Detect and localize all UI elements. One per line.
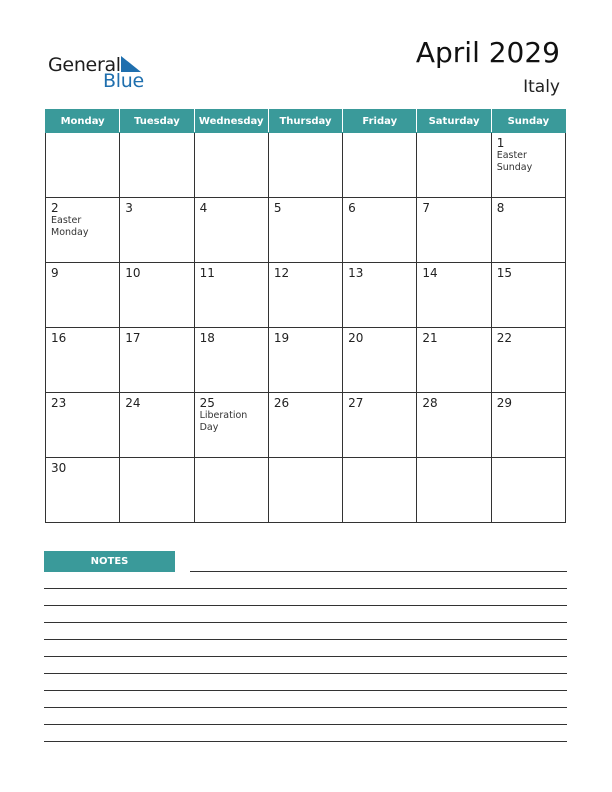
day-cell	[343, 393, 417, 458]
day-number	[343, 458, 416, 475]
note-line	[44, 605, 567, 606]
day-number: 25	[199, 396, 215, 410]
day-number: 15	[496, 266, 512, 280]
day-cell	[343, 263, 417, 328]
weekday-thursday: Thursday	[268, 110, 342, 133]
day-cell	[491, 198, 565, 263]
week-row	[46, 328, 566, 393]
day-number	[195, 458, 268, 475]
week-row	[46, 198, 566, 263]
day-cell	[120, 458, 194, 523]
day-number	[343, 133, 416, 150]
day-number: 7	[422, 201, 431, 215]
weekday-sunday: Sunday	[491, 110, 565, 133]
day-cell	[46, 263, 120, 328]
day-cell	[268, 198, 342, 263]
weekday-monday: Monday	[46, 110, 120, 133]
note-line	[44, 741, 567, 742]
day-number: 13	[348, 266, 364, 280]
day-cell	[491, 458, 565, 523]
day-cell	[268, 328, 342, 393]
brand-logo	[48, 52, 158, 92]
holiday-label: Liberation	[199, 410, 248, 421]
day-number: 12	[273, 266, 290, 280]
day-cell	[417, 198, 491, 263]
day-number: 9	[51, 266, 59, 280]
country-label: Italy	[523, 77, 560, 97]
note-line	[44, 724, 567, 725]
holiday-label: Easter	[496, 150, 527, 161]
day-number: 17	[125, 331, 141, 345]
note-line	[44, 656, 567, 657]
weekday-saturday: Saturday	[417, 110, 491, 133]
day-number: 22	[496, 331, 512, 345]
holiday-label: Day	[199, 422, 219, 433]
day-number: 3	[125, 201, 133, 215]
day-cell	[417, 393, 491, 458]
day-cell	[491, 393, 565, 458]
day-cell	[194, 458, 268, 523]
page-title: April 2029	[415, 36, 560, 69]
day-number	[492, 458, 565, 475]
weekday-wednesday: Wednesday	[194, 110, 268, 133]
day-number: 1	[496, 136, 505, 150]
logo-text-general: General	[48, 54, 121, 76]
day-number: 8	[496, 201, 505, 215]
day-cell	[343, 133, 417, 198]
day-cell	[417, 263, 491, 328]
day-number: 23	[51, 396, 67, 410]
day-number: 21	[422, 331, 438, 345]
day-cell	[46, 458, 120, 523]
holiday-label: Monday	[51, 227, 89, 238]
day-cell	[491, 133, 565, 198]
day-cell	[194, 393, 268, 458]
weekday-friday: Friday	[343, 110, 417, 133]
day-number: 19	[273, 331, 290, 345]
day-cell	[194, 198, 268, 263]
day-number: 11	[199, 266, 215, 280]
day-cell	[46, 133, 120, 198]
day-cell	[343, 458, 417, 523]
day-cell	[120, 198, 194, 263]
day-cell	[46, 198, 120, 263]
day-cell	[268, 133, 342, 198]
day-number: 30	[51, 461, 67, 475]
weekday-tuesday: Tuesday	[120, 110, 194, 133]
weekday-header-row	[46, 110, 566, 133]
day-cell	[343, 328, 417, 393]
day-number: 4	[199, 201, 208, 215]
day-number	[269, 458, 342, 475]
day-number	[269, 133, 342, 150]
day-number	[195, 133, 268, 150]
day-cell	[268, 393, 342, 458]
day-cell	[268, 263, 342, 328]
day-cell	[268, 458, 342, 523]
week-row	[46, 458, 566, 523]
week-row	[46, 393, 566, 458]
day-number: 10	[125, 266, 141, 280]
day-cell	[417, 458, 491, 523]
day-number: 27	[348, 396, 364, 410]
week-row	[46, 133, 566, 198]
day-number	[120, 458, 193, 475]
note-line	[44, 707, 567, 708]
note-line	[44, 622, 567, 623]
day-number	[417, 458, 490, 475]
day-cell	[491, 263, 565, 328]
day-number	[46, 133, 119, 150]
day-cell	[120, 393, 194, 458]
day-number	[120, 133, 193, 150]
day-cell	[343, 198, 417, 263]
day-number: 29	[496, 396, 512, 410]
day-number: 2	[51, 201, 59, 215]
day-number: 14	[422, 266, 438, 280]
day-cell	[194, 328, 268, 393]
day-number: 26	[273, 396, 290, 410]
day-number: 16	[51, 331, 67, 345]
day-cell	[194, 133, 268, 198]
notes-label: NOTES	[44, 551, 175, 572]
day-number: 24	[125, 396, 141, 410]
note-line	[44, 673, 567, 674]
note-line	[190, 571, 567, 572]
day-cell	[417, 133, 491, 198]
holiday-label: Easter	[51, 215, 82, 226]
note-line	[44, 588, 567, 589]
calendar-grid	[45, 109, 566, 523]
week-row	[46, 263, 566, 328]
day-number: 28	[422, 396, 438, 410]
day-number: 5	[273, 201, 282, 215]
day-cell	[120, 133, 194, 198]
holiday-label: Sunday	[496, 162, 533, 173]
note-line	[44, 639, 567, 640]
day-cell	[491, 328, 565, 393]
note-line	[44, 690, 567, 691]
day-cell	[417, 328, 491, 393]
day-number: 20	[348, 331, 364, 345]
day-number	[417, 133, 490, 150]
logo-text-blue: Blue	[103, 70, 144, 92]
day-cell	[46, 328, 120, 393]
day-cell	[120, 328, 194, 393]
day-cell	[46, 393, 120, 458]
day-number: 6	[348, 201, 356, 215]
day-cell	[120, 263, 194, 328]
day-cell	[194, 263, 268, 328]
day-number: 18	[199, 331, 215, 345]
